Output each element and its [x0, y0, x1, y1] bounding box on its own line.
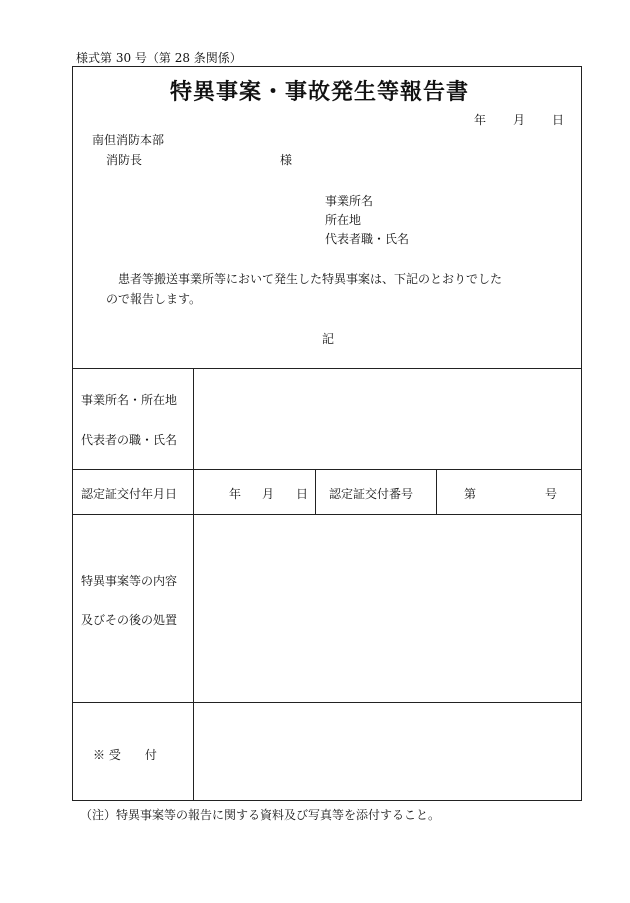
cert-number-field[interactable]: [437, 470, 582, 514]
ki-heading: 記: [322, 332, 335, 346]
reporter-office-name: 事業所名: [325, 194, 374, 208]
receipt-label: ※ 受 付: [93, 748, 157, 762]
date-day-label: 日: [552, 113, 565, 127]
cert-date-label: 認定証交付年月日: [81, 487, 178, 501]
reporter-address: 所在地: [325, 213, 362, 227]
cert-number-prefix: 第: [464, 487, 477, 501]
cert-number-label: 認定証交付番号: [329, 487, 414, 501]
cert-number-suffix: 号: [545, 487, 558, 501]
addressee-honorific: 様: [280, 153, 293, 167]
date-month-label: 月: [513, 113, 526, 127]
cert-date-field[interactable]: [194, 470, 314, 514]
form-number: 様式第 30 号（第 28 条関係）: [76, 51, 242, 65]
cert-mid-rule: [315, 469, 316, 514]
content-label: 特異事案等の内容: [81, 574, 178, 588]
cert-date-day: 日: [296, 487, 309, 501]
body-text-line1: 患者等搬送事業所等において発生した特異事案は、下記のとおりでした: [118, 272, 503, 286]
body-text-line2: ので報告します。: [106, 292, 202, 306]
footnote: （注）特異事案等の報告に関する資料及び写真等を添付すること。: [80, 808, 441, 822]
addressee-org: 南但消防本部: [92, 133, 165, 147]
cert-date-year: 年: [229, 487, 242, 501]
cert-date-month: 月: [262, 487, 275, 501]
document-title: 特異事案・事故発生等報告書: [170, 79, 470, 105]
receipt-field: [194, 703, 582, 800]
incident-content-field[interactable]: [194, 515, 582, 702]
office-label: 事業所名・所在地: [81, 393, 178, 407]
addressee-chief: 消防長: [106, 153, 143, 167]
date-year-label: 年: [474, 113, 487, 127]
representative-label: 代表者の職・氏名: [81, 433, 178, 447]
measures-label: 及びその後の処置: [81, 613, 178, 627]
office-representative-field[interactable]: [194, 369, 582, 469]
reporter-representative: 代表者職・氏名: [325, 232, 410, 246]
